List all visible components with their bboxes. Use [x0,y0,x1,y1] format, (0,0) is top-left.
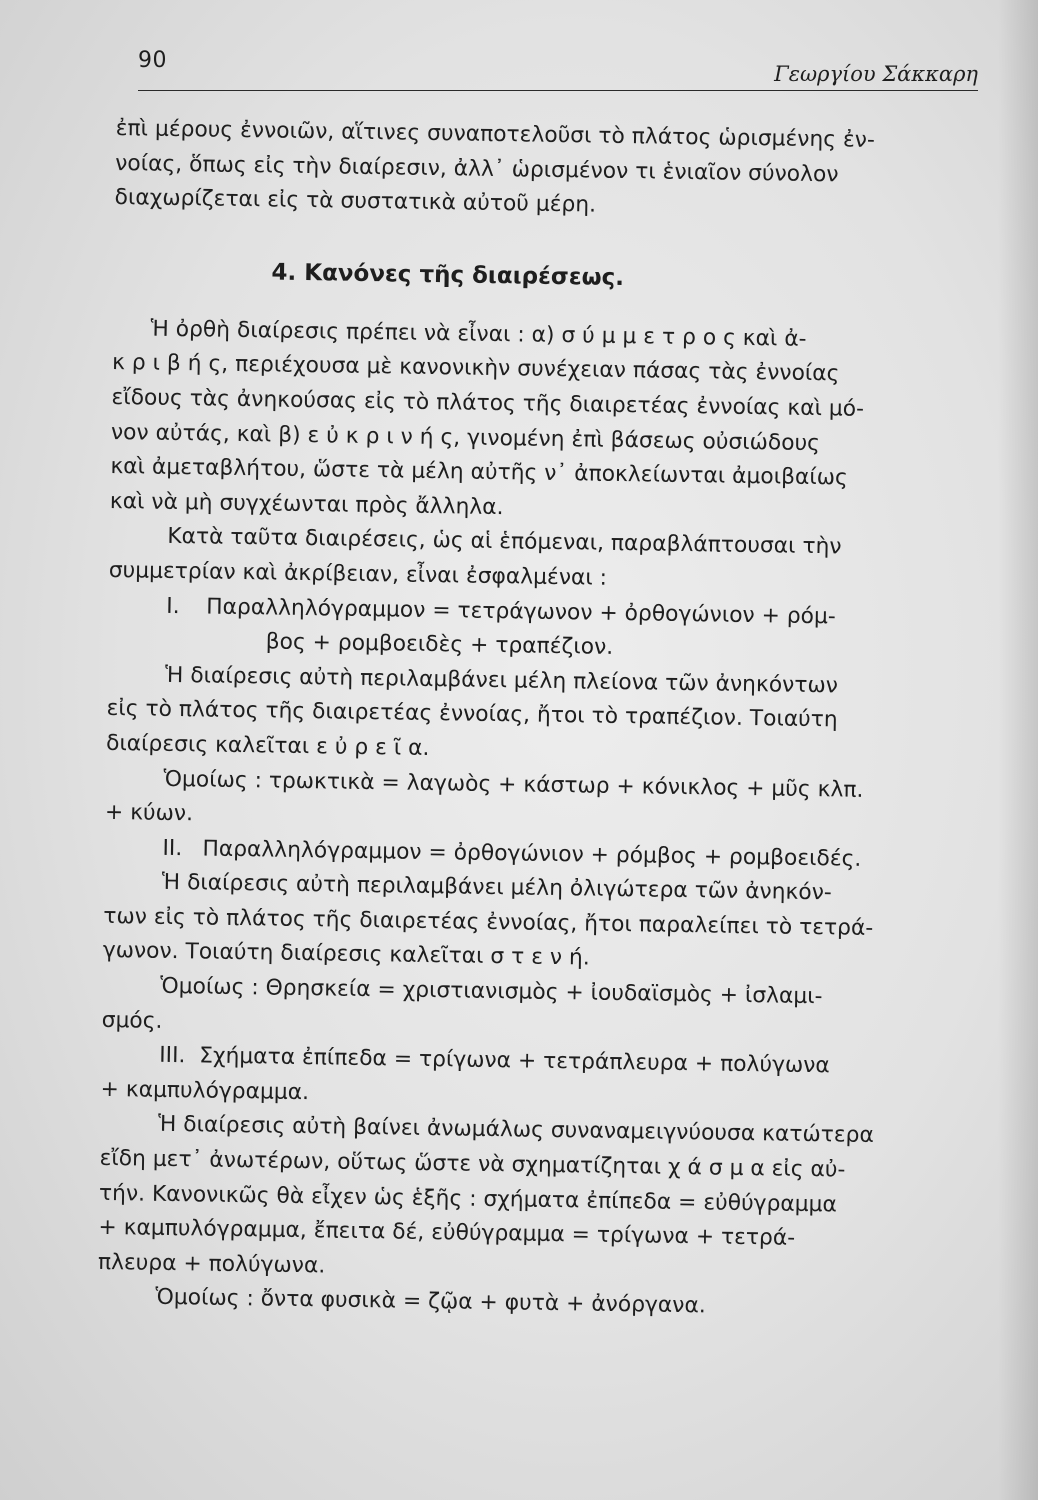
example-text: Παραλληλόγραμμον = τετράγωνον + ὀρθογώνιον + ρόμ- [206,594,836,629]
text-line: σμός. [101,1007,163,1034]
page-header [138,44,978,91]
text-line: νον αὐτάς, καὶ β) ε ὐ κ ρ ι ν ή ς, γινομένη ἐπὶ βάσεως οὐσιώδους [110,419,821,456]
rules-paragraph [110,312,975,533]
explanation-2 [103,865,967,982]
text-line: εἴδους τὰς ἀνηκούσας εἰς τὸ πλάτος τῆς διαιρετέας ἐννοίας καὶ μό- [111,384,865,422]
page-number: 90 [138,48,167,73]
text-line: συμμετρίαν καὶ ἀκρίβειαν, εἶναι ἐσφαλμέναι : [108,557,608,591]
running-head: Γεωργίου Σάκκαρη [774,62,978,86]
example-line: + καμπυλόγραμμα. [100,1076,310,1105]
text-line: καὶ νὰ μὴ συγχέωνται πρὸς ἄλληλα. [109,488,504,520]
text-line: γωνον. Τοιαύτη διαίρεσις καλεῖται σ τ ε ν ή. [102,938,590,972]
explanation-1 [106,658,970,775]
text-line: κ ρ ι β ή ς, περιέχουσα μὲ κανονικὴν συνέχειαν πάσας τὰς ἐννοίας [111,350,840,387]
text-line: εἰς τὸ πλάτος τῆς διαιρετέας ἐννοίας, ἤτοι τὸ τραπέζιον. Τοιαύτη [106,696,838,733]
text-line: + καμπυλόγραμμα, ἔπειτα δέ, εὐθύγραμμα = τρίγωνα + τετρά- [98,1215,796,1252]
text-line: Ὁμοίως : ὄντα φυσικὰ = ζῷα + φυτὰ + ἀνόργανα. [155,1285,706,1319]
example-line: βος + ρομβοειδὲς + τραπέζιον. [265,629,614,660]
text-line: διαχωρίζεται εἰς τὰ συστατικὰ αὐτοῦ μέρη. [114,185,597,218]
text-line: + κύων. [104,800,194,827]
text-line: εἴδη μετ᾽ ἀνωτέρων, οὕτως ὥστε νὰ σχηματίζηται χ ά σ μ α εἰς αὐ- [99,1145,846,1183]
text-line: ἐπὶ μέρους ἐννοιῶν, αἵτινες συναποτελοῦσι τὸ πλάτος ὡρισμένης ἐν- [115,115,875,153]
text-line: πλευρα + πολύγωνα. [97,1249,326,1279]
text-line: Ἡ διαίρεσις αὐτὴ περιλαμβάνει μέλη πλείονα τῶν ἀνηκόντων [164,662,839,699]
example-label: ΙΙ. [162,835,183,861]
text-line: Ἡ ὀρθὴ διαίρεσις πρέπει νὰ εἶναι : α) σ ύ μ μ ε τ ρ ο ς καὶ ἀ- [150,316,807,352]
example-text: Σχήματα ἐπίπεδα = τρίγωνα + τετράπλευρα + πολύγωνα [198,1043,830,1079]
text-line: Ἡ διαίρεσις αὐτὴ περιλαμβάνει μέλη ὀλιγώτερα τῶν ἀνηκόν- [161,870,832,906]
page-body [97,112,978,1328]
text-line: Ὁμοίως : τρωκτικὰ = λαγωὸς + κάστωρ + κόνικλος + μῦς κλπ. [163,766,864,803]
page-edge-shadow [998,0,1038,1500]
text-line: Κατὰ ταῦτα διαιρέσεις, ὡς αἱ ἑπόμεναι, παραβλάπτουσαι τὴν [167,524,842,560]
example-text: Παραλληλόγραμμον = ὀρθογώνιον + ρόμβος + ρομβοειδές. [202,836,862,872]
example-label: ΙΙΙ. [158,1043,186,1069]
section-heading: 4. Κανόνες τῆς διαιρέσεως. [271,259,625,291]
intro-paragraph [114,112,978,229]
text-line: νοίας, ὅπως εἰς τὴν διαίρεσιν, ἀλλ᾽ ὡρισμένον τι ἑνιαῖον σύνολον [115,150,839,187]
text-line: τήν. Κανονικῶς θὰ εἶχεν ὡς ἑξῆς : σχήματα ἐπίπεδα = εὐθύγραμμα [98,1180,838,1218]
explanation-3 [98,1107,963,1293]
text-line: Ἡ διαίρεσις αὐτὴ βαίνει ἀνωμάλως συναναμειγνύουσα κατώτερα [157,1112,874,1149]
errors-paragraph [109,519,972,602]
text-line: Ὁμοίως : Θρησκεία = χριστιανισμὸς + ἰουδαϊσμὸς + ἰσλαμι- [160,973,823,1010]
example-label: Ι. [166,593,180,619]
text-line: των εἰς τὸ πλάτος τῆς διαιρετέας ἐννοίας, ἤτοι παραλείπει τὸ τετρά- [103,903,874,941]
text-line: διαίρεσις καλεῖται ε ὐ ρ ε ῖ α. [105,730,430,761]
text-line: καὶ ἀμεταβλήτου, ὥστε τὰ μέλη αὐτῆς ν᾽ ἀποκλείωνται ἀμοιβαίως [110,454,848,491]
